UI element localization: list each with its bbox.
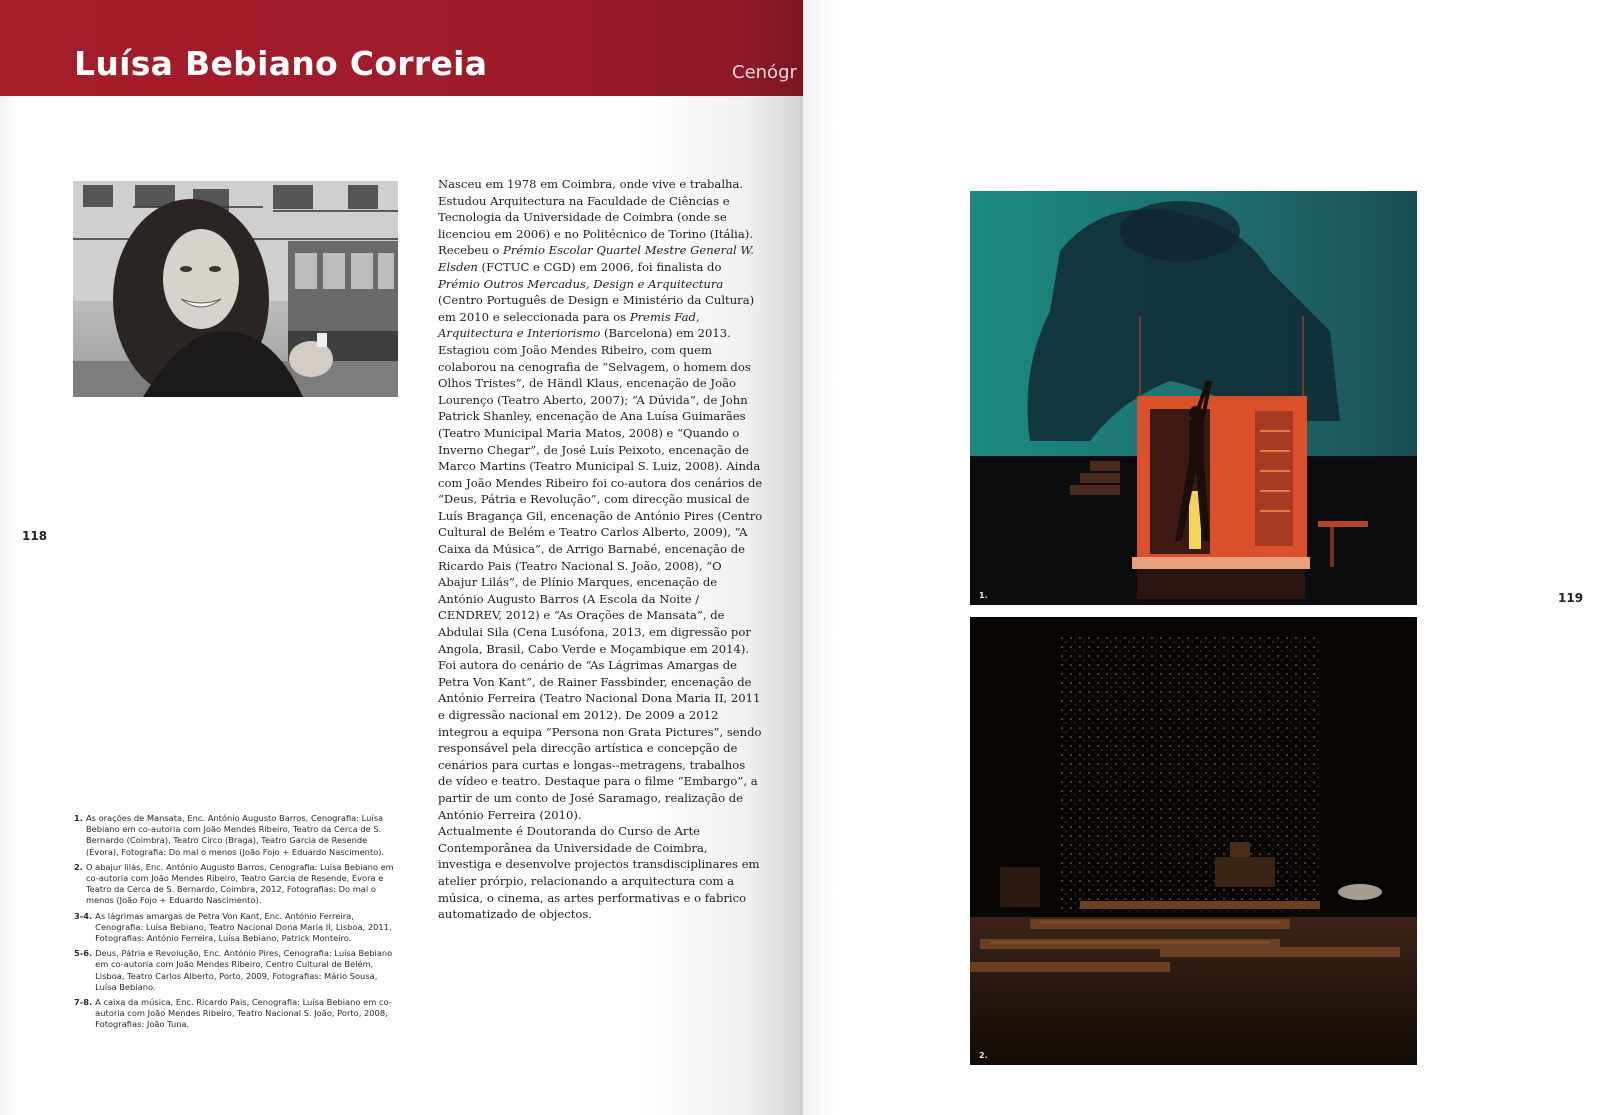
award-name: Premis Fad, Arquitectura e Interiorismo [438, 309, 700, 341]
caption-item [74, 862, 396, 907]
caption-number: 7-8. [74, 997, 93, 1008]
caption-number: 1. [74, 813, 83, 823]
bio-text-span: Recebeu o [438, 243, 504, 258]
caption-text: A caixa da música, Enc. Ricardo Pais, Cenografia: Luísa Bebiano em co-autoria com João Mendes Ribeiro, Teatro Nacional S. João, Porto, 2008, Fotografias: João Tuna. [95, 997, 392, 1030]
award-name: Prémio Escolar Quartel Mestre General W. Elsden [438, 243, 754, 274]
left-page-number: 118 [22, 529, 48, 543]
caption-item [74, 997, 396, 1031]
bio-text-span: (Centro Português de Design e Ministério da Cultura) em 2010 e seleccionada para os [438, 293, 755, 324]
caption-text: Deus, Pátria e Revolução, Enc. António Pires, Cenografia: Luísa Bebiano em co-autoria com João Mendes Ribeiro, Centro Cultural de Belém, Lisboa, Teatro Carlos Alberto, Porto, 2009, Fotografias: Mário Sousa, Luísa Bebiano. [95, 948, 393, 992]
portrait-photo [73, 181, 398, 397]
page-title: Luísa Bebiano Correia [74, 44, 488, 83]
bio-text-span: (Barcelona) em 2013. [600, 326, 731, 341]
caption-text: O abajur lilás, Enc. António Augusto Barros, Cenografia: Luísa Bebiano em co-autoria com João Mendes Ribeiro, Teatro Garcia de Resende, Évora e Teatro da Cerca de S. Bernardo, Coimbra, 2012, Fotografias: Do mal o menos (João Fojo + Eduardo Nascimento). [85, 861, 394, 906]
title-banner [0, 0, 803, 96]
photo-number: 2. [979, 1051, 988, 1060]
caption-number: 5-6. [74, 948, 93, 959]
caption-text: As orações de Mansata, Enc. António Augusto Barros, Cenografia: Luísa Bebiano em co-autoria com João Mendes Ribeiro, Teatro da Cerca de S. Bernardo (Coimbra), Teatro Circo (Braga), Teatro Garcia de Resende (Évora), Fotografia: Do mal o menos (João Fojo + Eduardo Nascimento). [85, 813, 385, 857]
bio-text-span: (FCTUC e CGD) em 2006, foi finalista do [477, 259, 722, 274]
bio-paragraph-3: Estagiou com João Mendes Ribeiro, com quem colaborou na cenografia de “Selvagem, o homem dos Olhos Tristes”, de Händl Klaus, encenação de João Lourenço (Teatro Aberto, 2007); “A Dúvida”, de John Patrick Shanley, encenação de Ana Luísa Guimarães (Teatro Municipal Maria Matos, 2008) e “Quando o Inverno Chegar”, de José Luís Peixoto, encenação de Marco Martins (Teatro Municipal S. Luiz, 2008). Ainda com João Mendes Ribeiro foi co-autora dos cenários de “Deus, Pátria e Revolução”, com direcção musical de Luís Bragança Gil, encenação de António Pires (Centro Cultural de Belém e Teatro Carlos Alberto, 2009), “A Caixa da Música”, de Arrigo Barnabé, encenação de Ricardo Pais (Teatro Nacional S. João, 2008), “O Abajur Lilás”, de Plínio Marques, encenação de António Augusto Barros (A Escola da Noite / CENDREV, 2012) e “As Orações de Mansata”, de Abdulai Sila (Cena Lusófona, 2013, em digressão por Angola, Brasil, Cabo Verde e Moçambique em 2014). Foi autora do cenário de “As Lágrimas Amargas de Petra Von Kant”, de Rainer Fassbinder, encenação de António Ferreira (Teatro Nacional Dona Maria II, 2011 e digressão nacional em 2012). De 2009 a 2012 integrou a equipa “Persona non Grata Pictures”, sendo responsável pela direcção artística e concepção de cenários para curtas e longas--metragens, trabalhos de vídeo e teatro. Destaque para o filme “Embargo”, a partir de um conto de José Saramago, realização de António Ferreira (2010). [438, 342, 763, 822]
caption-item [74, 813, 396, 858]
caption-item [74, 911, 396, 945]
bio-paragraph-1: Nasceu em 1978 em Coimbra, onde vive e trabalha. Estudou Arquitectura na Faculdade de Ciências e Tecnologia da Universidade de Coimbra (onde se licenciou em 2006) e no Politécnico de Torino (Itália). [438, 177, 753, 241]
biography-text [438, 176, 763, 923]
caption-number: 2. [74, 861, 83, 872]
stage-photo-1 [970, 191, 1417, 605]
stage-photo-2 [970, 617, 1417, 1065]
caption-item [74, 948, 396, 993]
caption-number: 3-4. [74, 910, 93, 921]
photo-number: 1. [979, 591, 988, 600]
bio-paragraph-2 [438, 242, 763, 342]
right-page-number: 119 [1558, 591, 1584, 605]
bio-paragraph-4: Actualmente é Doutoranda do Curso de Arte Contemporânea da Universidade de Coimbra, investiga e desenvolve projectos transdisciplinares em atelier prórpio, relacionando a arquitectura com a música, o cinema, as artes performativas e o fabrico automatizado de objectos. [438, 824, 760, 922]
photo-captions [74, 813, 396, 1035]
caption-text: As lágrimas amargas de Petra Von Kant, Enc. António Ferreira, Cenografia: Luísa Bebiano, Teatro Nacional Dona Maria II, Lisboa, 2011, Fotografias: António Ferreira, Luísa Bebiano, Patrick Monteiro. [95, 910, 392, 944]
award-name: Prémio Outros Mercadus, Design e Arquitectura [438, 276, 724, 291]
section-label: Cenógr [732, 62, 797, 83]
